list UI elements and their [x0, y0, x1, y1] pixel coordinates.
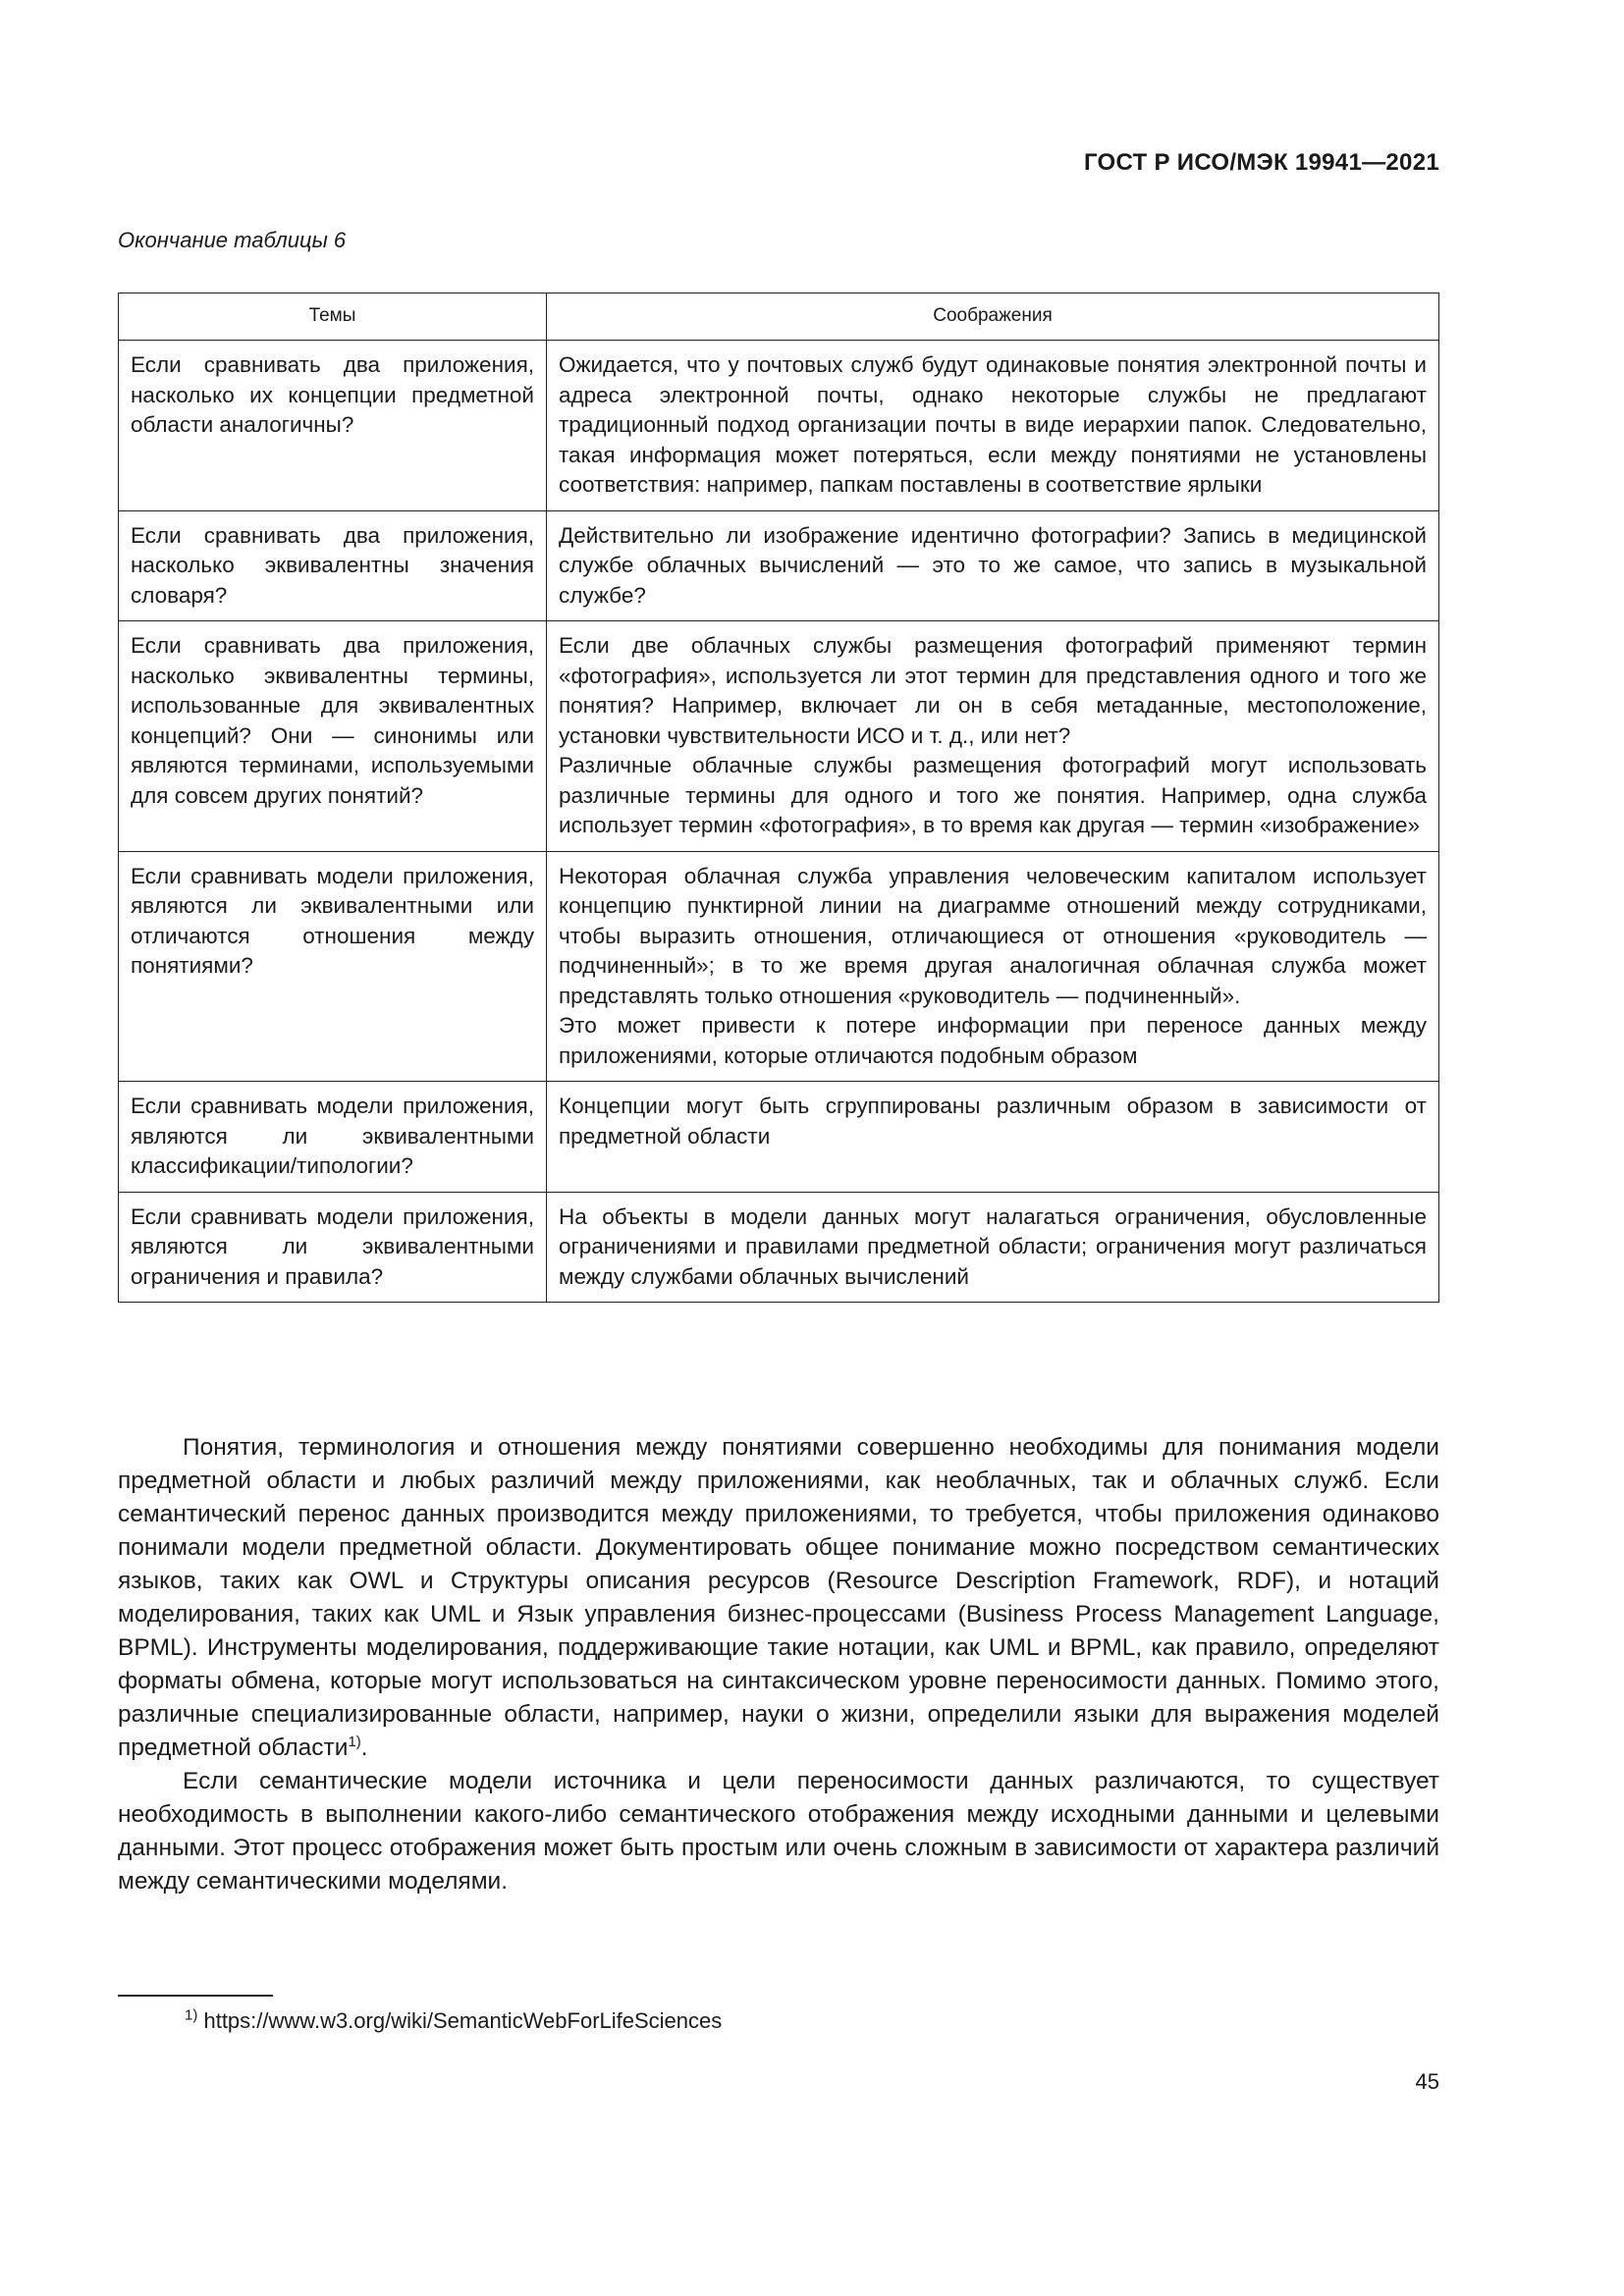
- column-header-considerations: Соображения: [547, 294, 1439, 341]
- footnote-link[interactable]: https://www.w3.org/wiki/SemanticWebForLifeSciences: [203, 2008, 723, 2033]
- table-caption: Окончание таблицы 6: [118, 228, 347, 252]
- column-header-topics: Темы: [119, 294, 547, 341]
- considerations-text: Некоторая облачная служба управления человеческим капиталом использует концепцию пунктирной линии на диаграмме отношений между сотрудниками, чтобы выразить отношения, отличающиеся от отношения «руководитель — подчиненный»; в то же время другая аналогичная облачная служба может представлять только отношения «руководитель — подчиненный».: [559, 863, 1427, 1008]
- page-number: 45: [1415, 2069, 1439, 2094]
- footnote-reference[interactable]: 1): [348, 1733, 361, 1750]
- paragraph: Если семантические модели источника и цели переносимости данных различаются, то существует необходимость в выполнении какого-либо семантического отображения между исходными данными и целевыми данными. Этот процесс отображения может быть простым или очень сложным в зависимости от характера различий между семантическими моделями.: [118, 1768, 1439, 1895]
- considerations-text: Ожидается, что у почтовых служб будут одинаковые понятия электронной почты и адреса электронной почты, однако некоторые службы не предлагают традиционный подход организации почты в виде иерархии папок. Следовательно, такая информация может потеряться, если между понятиями не установлены соответствия: например, папкам поставлены в соответствие ярлыки: [559, 352, 1427, 497]
- footnote: [185, 2008, 722, 2034]
- considerations-cell: [547, 1082, 1439, 1193]
- document-code: ГОСТ Р ИСО/МЭК 19941—2021: [1083, 149, 1439, 176]
- table-row: [119, 851, 1439, 1082]
- considerations-cell: [547, 510, 1439, 621]
- footnote-separator: [118, 1995, 273, 1997]
- considerations-cell: [547, 621, 1439, 852]
- considerations-text: Действительно ли изображение идентично фотографии? Запись в медицинской службе облачных вычислений — это то же самое, что запись в музыкальной службе?: [559, 522, 1427, 608]
- topic-cell: Если сравнивать два приложения, насколько их концепции предметной области аналогичны?: [119, 341, 547, 511]
- table-header-row: [119, 294, 1439, 341]
- table-row: [119, 341, 1439, 511]
- body-text: [118, 1431, 1439, 1898]
- paragraph: [118, 1431, 1439, 1765]
- considerations-text: На объекты в модели данных могут налагаться ограничения, обусловленные ограничениями и правилами предметной области; ограничения могут различаться между службами облачных вычислений: [559, 1203, 1427, 1289]
- footnote-marker: 1): [185, 2006, 198, 2024]
- considerations-text: Концепции могут быть сгруппированы различным образом в зависимости от предметной области: [559, 1094, 1427, 1148]
- considerations-cell: [547, 1192, 1439, 1303]
- topic-cell: Если сравнивать модели приложения, являются ли эквивалентными ограничения и правила?: [119, 1192, 547, 1303]
- considerations-text: Если две облачных службы размещения фотографий применяют термин «фотография», используется ли этот термин для представления одного и того же понятия? Например, включает ли он в себя метаданные, местоположение, установки чувствительности ИСО и т. д., или нет?: [559, 633, 1427, 748]
- topic-cell: Если сравнивать модели приложения, являются ли эквивалентными или отличаются отношения между понятиями?: [119, 851, 547, 1082]
- considerations-cell: [547, 851, 1439, 1082]
- topic-cell: Если сравнивать модели приложения, являются ли эквивалентными классификации/типологии?: [119, 1082, 547, 1193]
- paragraph-end: .: [360, 1735, 368, 1761]
- table-row: [119, 1192, 1439, 1303]
- topic-cell: Если сравнивать два приложения, насколько эквивалентны термины, использованные для эквивалентных концепций? Они — синонимы или являются терминами, используемыми для совсем других понятий?: [119, 621, 547, 852]
- considerations-table: [118, 293, 1439, 1303]
- table-row: [119, 510, 1439, 621]
- considerations-text: Различные облачные службы размещения фотографий могут использовать различные термины для одного и того же понятия. Например, одна служба использует термин «фотография», в то время как другая — термин «изображение»: [559, 753, 1427, 837]
- table-row: [119, 1082, 1439, 1193]
- considerations-cell: [547, 341, 1439, 511]
- table-row: [119, 621, 1439, 852]
- topic-cell: Если сравнивать два приложения, насколько эквивалентны значения словаря?: [119, 510, 547, 621]
- paragraph-text: Понятия, терминология и отношения между понятиями совершенно необходимы для понимания модели предметной области и любых различий между приложениями, как необлачных, так и облачных служб. Если семантический перенос данных производится между приложениями, то требуется, чтобы приложения одинаково понимали модели предметной области. Документировать общее понимание можно посредством семантических языков, таких как OWL и Структуры описания ресурсов (Resource Description Framework, RDF), и нотаций моделирования, таких как UML и Язык управления бизнес-процессами (Business Process Management Language, BPML). Инструменты моделирования, поддерживающие такие нотации, как UML и BPML, как правило, определяют форматы обмена, которые могут использоваться на синтаксическом уровне переносимости данных. Помимо этого, различные специализированные области, например, науки о жизни, определили языки для выражения моделей предметной области: [118, 1434, 1439, 1761]
- considerations-text: Это может привести к потере информации при переносе данных между приложениями, которые отличаются подобным образом: [559, 1013, 1427, 1068]
